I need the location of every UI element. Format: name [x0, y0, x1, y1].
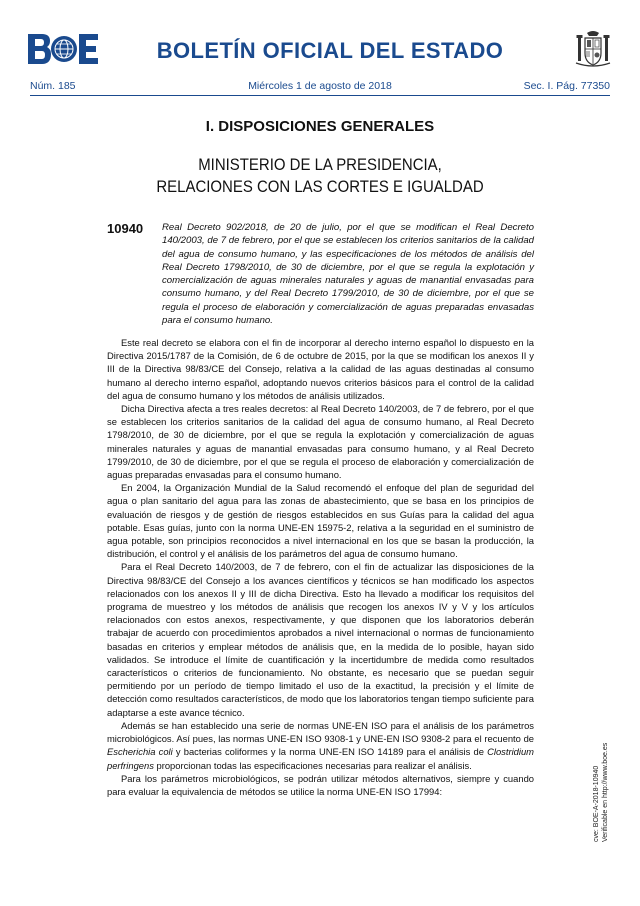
text-span: y bacterias coliformes y la norma UNE-EN ISO 14189 para el análisis de [172, 746, 488, 758]
issue-date: Miércoles 1 de agosto de 2018 [248, 80, 392, 92]
paragraph: Dicha Directiva afecta a tres reales decretos: al Real Decreto 140/2003, de 7 de febrero, por el que se establecen los criterios sanitarios de la calidad del agua de consumo humano, al Real Decreto 1798/2010, de 30 de diciembre, por el que se regula la explotación y comercialización de aguas minerales naturales y aguas de manantial envasadas para consumo humano, y al Real Decreto 1799/2010, de 30 de diciembre, por el que se regula el proceso de elaboración y comercialización de aguas preparadas envasadas para el consumo humano. [107, 403, 534, 481]
publication-title: BOLETÍN OFICIAL DEL ESTADO [156, 38, 504, 63]
entry-title: Real Decreto 902/2018, de 20 de julio, por el que se modifican el Real Decreto 140/2003, de 7 de febrero, por el que se establecen los criterios sanitarios de la calidad del agua de consumo humano, y las especificaciones de los métodos de análisis del Real Decreto 1798/2010, de 30 de diciembre, por el que se regula la explotación y comercialización de aguas minerales naturales y aguas de manantial envasadas para consumo humano, y del Real Decreto 1799/2010, de 30 de diciembre, por el que se regula el proceso de elaboración y comercialización de aguas preparadas envasadas para el consumo humano. [162, 222, 534, 327]
ministry-line-1: MINISTERIO DE LA PRESIDENCIA, [198, 155, 442, 174]
header-divider [30, 95, 610, 96]
issue-info-bar [30, 80, 610, 94]
coat-of-arms-icon [574, 29, 612, 74]
section-page: Sec. I. Pág. 77350 [523, 80, 610, 92]
verification-link[interactable]: Verificable en http://www.boe.es [602, 742, 609, 842]
paragraph: En 2004, la Organización Mundial de la Salud recomendó el enfoque del plan de seguridad del agua o plan sanitario del agua para las zonas de abastecimiento, que se basa en los principios de evaluación de riesgos y de gestión de riesgos establecidos en sus Guías para la calidad del agua potable. Esas guías, junto con la norma UNE-EN 15975-2, relativa a la seguridad en el suministro de agua potable, son principios reconocidos a nivel internacional en los que se basan la producción, la distribución, el control y el análisis de los parámetros del agua de consumo humano. [107, 482, 534, 560]
text-span: proporcionan todas las especificaciones necesarias para realizar el análisis. [153, 759, 472, 771]
species-name: Clostridium perfringens [107, 746, 534, 771]
cve-code: cve: BOE-A-2018-10940 [593, 765, 600, 842]
text-span: Además se han establecido una serie de normas UNE-EN ISO para el análisis de los parámetros microbiológicos. Así pues, las normas UNE-EN ISO 9308-1 y UNE-EN ISO 9308-2 para el recuento de [107, 719, 534, 745]
paragraph: Para el Real Decreto 140/2003, de 7 de febrero, con el fin de actualizar las disposiciones de la Directiva 98/83/CE del Consejo a los avances científicos y técnicos se han modificado los aspectos relacionados con los anexos II y III de dicha Directiva. Esto ha llevado a modificar los requisitos del programa de muestreo y los métodos de análisis que recogen los anexos IV y V y los artículos relacionados con estos anexos, respectivamente, y que disponen que los laboratorios deberán trabajar de acuerdo con procedimientos aprobados a nivel internacional o normas de funcionamiento basadas en criterios y emplear métodos de análisis que, en la medida de lo posible, hayan sido validados. Se introduce el límite de cuantificación y la incertidumbre de medida como resultados característicos o criterios de funcionamiento. No obstante, es necesario que se puedan seguir permitiendo por un período de tiempo limitado el uso de la exactitud, la precisión y el límite de detección como resultados característicos, de modo que los laboratorios tengan tiempo suficiente para adaptarse a este avance técnico. [107, 561, 534, 718]
issue-number: Núm. 185 [30, 80, 76, 92]
ministry-line-2: RELACIONES CON LAS CORTES E IGUALDAD [156, 177, 484, 196]
paragraph [107, 719, 534, 772]
paragraph: Este real decreto se elabora con el fin de incorporar al derecho interno español lo dispuesto en la Directiva 2015/1787 de la Comisión, de 6 de octubre de 2015, por la que se modifican los anexos II y III de la Directiva 98/83/CE del Consejo, relativa a la calidad de las aguas destinadas al consumo humano al derecho interno español, adoptando nuevos criterios básicos para el control de la calidad del agua de consumo humano y los métodos de análisis utilizados. [107, 337, 534, 401]
boe-logo [28, 34, 98, 69]
entry-number: 10940 [107, 221, 144, 236]
ministry-heading [38, 154, 601, 198]
section-title: I. DISPOSICIONES GENERALES [205, 118, 435, 135]
body-text [107, 336, 534, 798]
paragraph: Para los parámetros microbiológicos, se podrán utilizar métodos alternativos, siempre y cuando para evaluar la equivalencia de métodos se utilice la norma UNE-EN ISO 17994: [107, 772, 534, 797]
verification-note [592, 743, 610, 842]
species-name: Escherichia coli [107, 746, 173, 758]
